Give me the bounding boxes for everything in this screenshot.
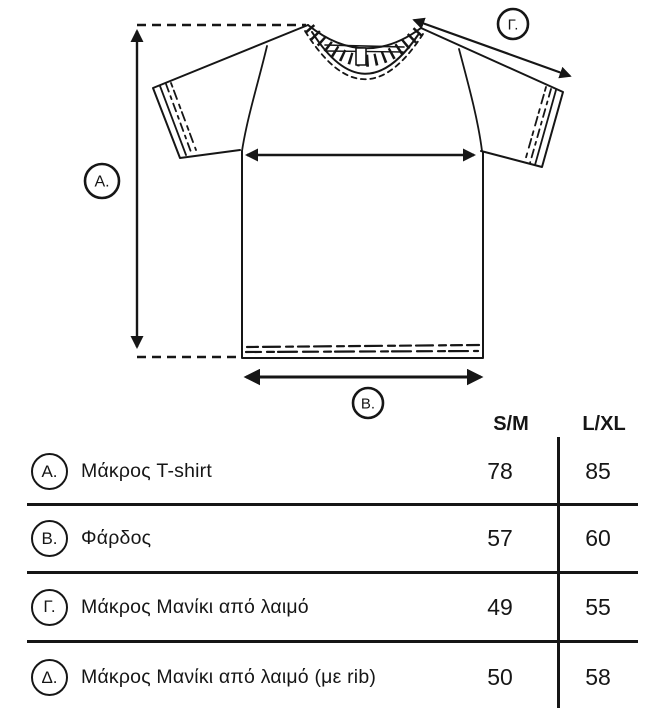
right-cuff-stitch [530,89,551,163]
row-label: Μάκρος Μανίκι από λαιμό (με rib) [81,666,377,688]
row-key-circle [31,659,68,696]
back-neck-line [325,45,404,47]
row-key-circle [31,453,68,490]
arrow-sleeve-gamma [414,20,570,76]
value-sm: 49 [487,593,513,620]
table-row-b [27,506,638,574]
left-cuff-inner [160,86,186,155]
body-outline [242,151,483,358]
row-key-circle [31,520,68,557]
marker-a-label: A. [94,173,110,191]
row-label: Μάκρος T-shirt [81,460,212,482]
right-cuff-stitch [525,87,546,161]
column-header-sm: S/M [493,413,529,435]
row-key: A. [41,461,58,481]
row-label: Φάρδος [81,527,152,549]
marker-gamma-label: Γ. [507,16,519,34]
hem-stitch [247,345,479,347]
value-sm: 57 [487,525,513,551]
value-lxl: 60 [585,525,611,551]
row-key: Γ. [43,597,56,616]
left-cuff-stitch [171,83,196,150]
column-header-lxl: L/XL [582,413,626,435]
value-lxl: 85 [585,458,611,484]
table-row-delta [27,643,638,712]
tshirt-drawing [153,25,563,358]
row-key: Δ. [41,667,58,687]
table-row-gamma [27,574,638,643]
left-cuff-stitch [166,84,191,152]
value-sm: 50 [487,664,513,690]
measurement-annotations [137,20,570,377]
value-sm: 78 [487,458,513,484]
left-armhole-seam [242,46,267,151]
neck-tag [356,48,366,65]
value-lxl: 55 [585,593,611,620]
left-sleeve [153,25,308,158]
row-label: Μάκρος Μανίκι από λαιμό [81,595,309,618]
table-row-a [27,440,638,506]
row-key: B. [41,528,58,548]
hem-stitch [246,351,478,352]
row-key-circle [31,589,68,626]
marker-b-label: B. [360,395,376,413]
right-armhole-seam [459,49,482,151]
value-lxl: 58 [585,664,611,690]
diagram-markers [85,9,528,418]
